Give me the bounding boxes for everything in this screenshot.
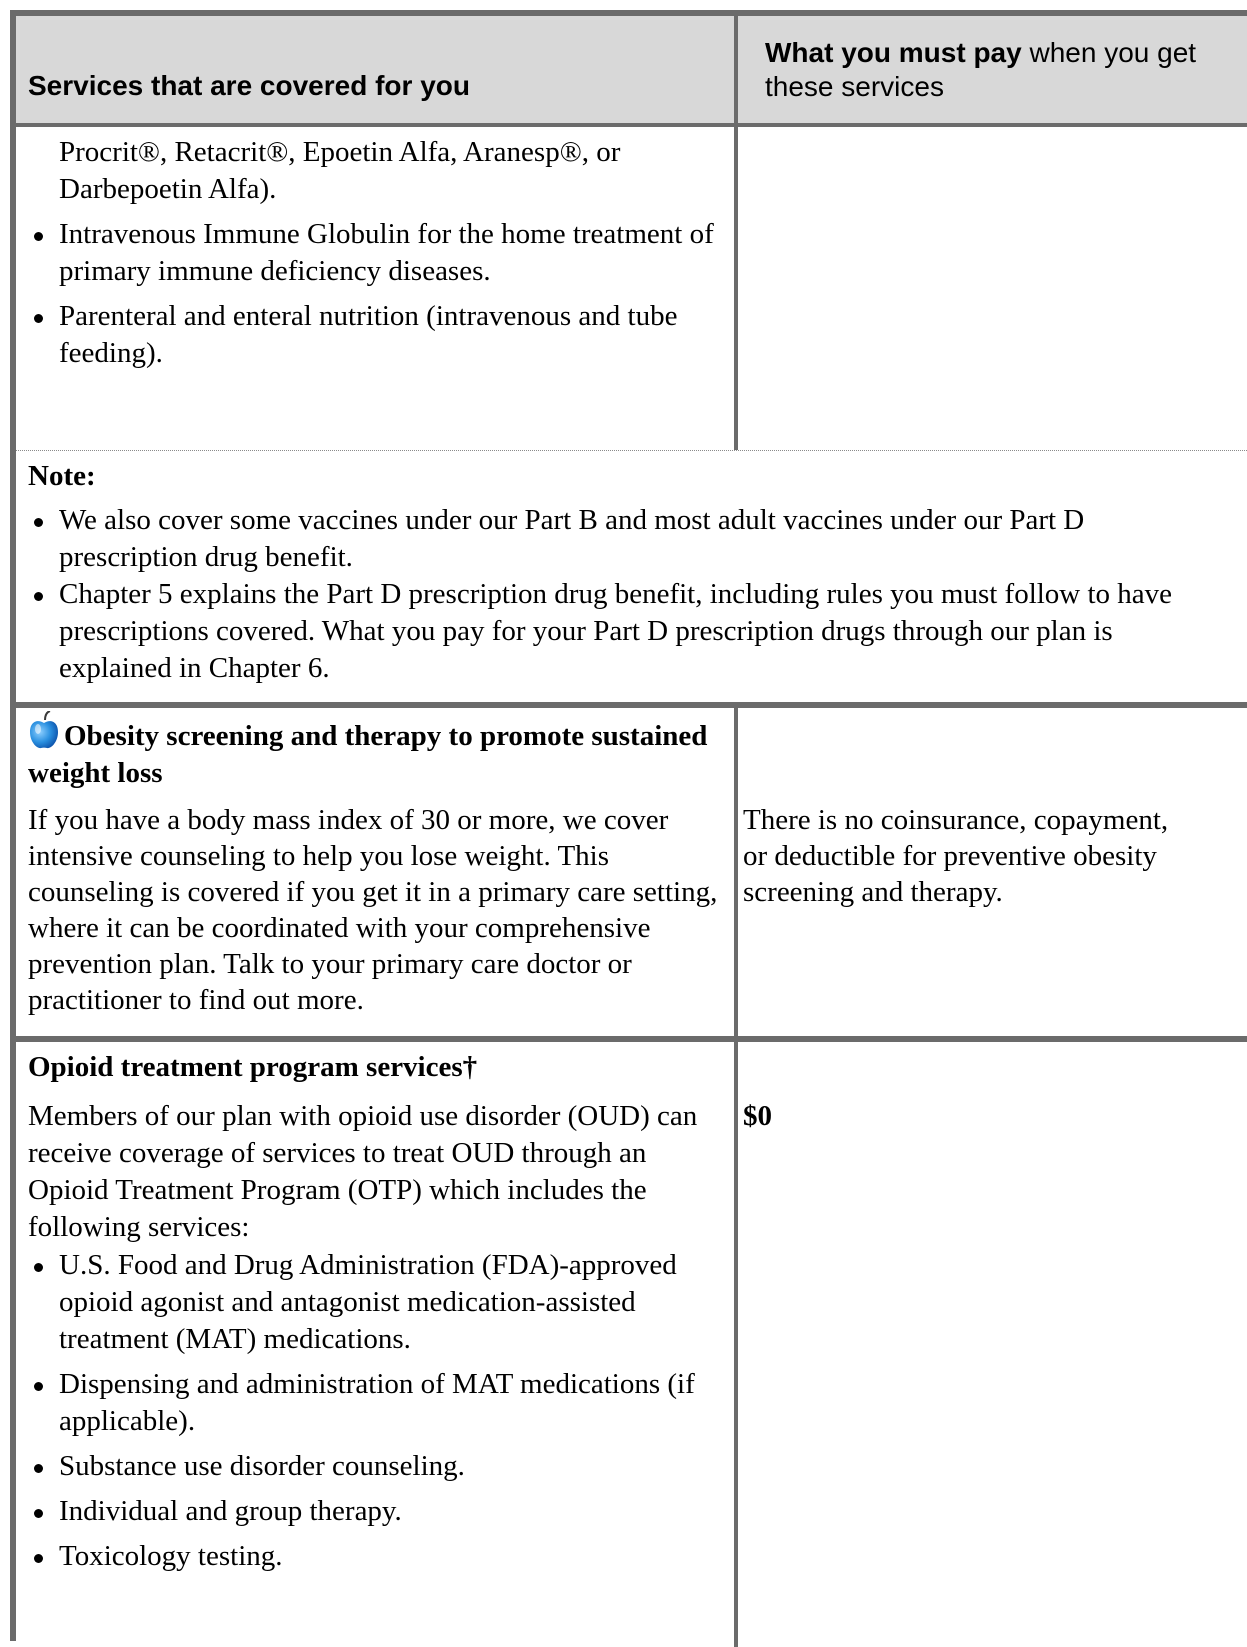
note-title: Note: xyxy=(28,460,96,492)
list-item: U.S. Food and Drug Administration (FDA)-approved opioid agonist and antagonist medication-assisted treatment (MAT) medications. xyxy=(28,1247,718,1358)
list-item: Substance use disorder counseling. xyxy=(28,1448,718,1485)
list-item: We also cover some vaccines under our Part B and most adult vaccines under our Part D prescription drug benefit. xyxy=(28,502,1223,576)
row1-bullet-list xyxy=(28,216,718,372)
list-item: Parenteral and enteral nutrition (intravenous and tube feeding). xyxy=(28,298,718,372)
obesity-body: If you have a body mass index of 30 or more, we cover intensive counseling to help you lose weight. This counseling is covered if you get it in a primary care setting, where it can be coordinated with your comprehensive prevention plan. Talk to your primary care doctor or practitioner to find out more. xyxy=(28,804,718,1016)
header-column-divider xyxy=(734,16,738,123)
apple-icon xyxy=(28,711,60,749)
header-what-you-pay-bold: What you must pay xyxy=(765,37,1022,68)
row-divider-dotted xyxy=(16,450,1247,451)
note-bullet-list xyxy=(28,502,1223,687)
continuation-line-2: Darbepoetin Alfa). xyxy=(59,173,277,205)
opioid-column-divider xyxy=(734,1042,738,1647)
row-divider xyxy=(16,1036,1247,1042)
table-header xyxy=(16,16,1247,127)
obesity-column-divider xyxy=(734,708,738,1036)
list-item: Chapter 5 explains the Part D prescription drug benefit, including rules you must follow to have prescriptions covered. What you pay for your Part D prescription drugs through our plan is explained in Chapter 6. xyxy=(28,576,1223,687)
list-item: Intravenous Immune Globulin for the home treatment of primary immune deficiency diseases. xyxy=(28,216,718,290)
obesity-title xyxy=(28,711,718,792)
opioid-bullet-list xyxy=(28,1247,718,1575)
header-what-you-pay xyxy=(765,36,1235,104)
header-services-covered: Services that are covered for you xyxy=(28,70,470,101)
obesity-payment: There is no coinsurance, copayment, or deductible for preventive obesity screening and therapy. xyxy=(743,804,1169,908)
row1-column-divider xyxy=(734,127,738,450)
row-divider xyxy=(16,702,1247,708)
opioid-title: Opioid treatment program services† xyxy=(28,1051,478,1083)
opioid-body: Members of our plan with opioid use disorder (OUD) can receive coverage of services to treat OUD through an Opioid Treatment Program (OTP) which includes the following services: xyxy=(28,1100,698,1243)
opioid-payment: $0 xyxy=(743,1100,772,1132)
header-what-you-pay-rest: when you get these services xyxy=(765,37,1197,102)
coverage-table xyxy=(10,10,1247,1641)
obesity-title-text: Obesity screening and therapy to promote sustained weight loss xyxy=(28,720,708,789)
list-item: Toxicology testing. xyxy=(28,1538,718,1575)
list-item: Dispensing and administration of MAT medications (if applicable). xyxy=(28,1366,718,1440)
continuation-line-1: Procrit®, Retacrit®, Epoetin Alfa, Aranesp®, or xyxy=(59,136,621,168)
list-item: Individual and group therapy. xyxy=(28,1493,718,1530)
